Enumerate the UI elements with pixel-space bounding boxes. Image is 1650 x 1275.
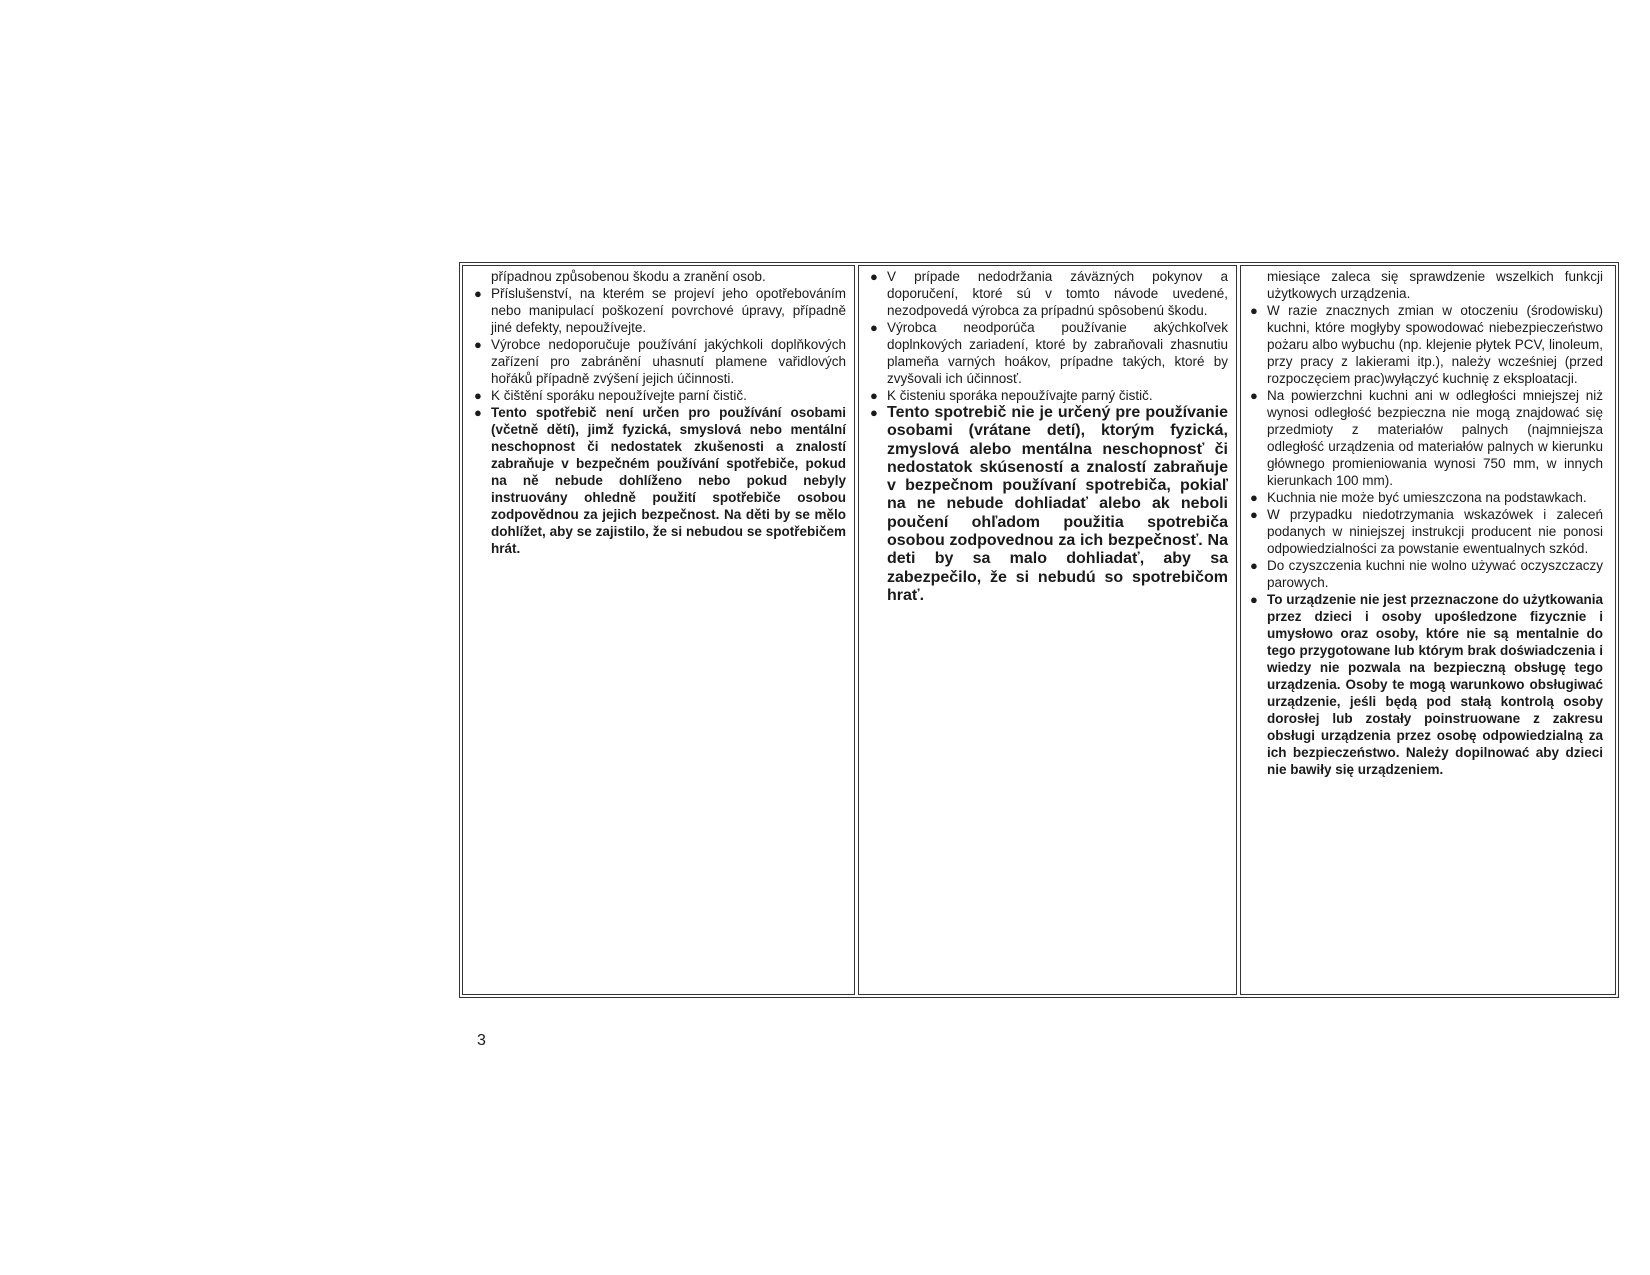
safety-instructions-table	[459, 262, 1619, 998]
bullet-icon: ●	[1250, 592, 1258, 607]
bullet-icon: ●	[1250, 558, 1258, 573]
list-item	[463, 404, 854, 557]
bullet-icon: ●	[1250, 388, 1258, 403]
list-item	[859, 268, 1236, 319]
bullet-icon: ●	[1250, 507, 1258, 522]
bullet-icon: ●	[474, 286, 482, 301]
list-item-text: Příslušenství, na kterém se projeví jeho opotřebováním nebo manipulací poškození povrchové úpravy, případně jiné defekty, nepoužívejte.	[491, 286, 846, 335]
list-item-text: Tento spotrebič nie je určený pre používanie osobami (vrátane detí), ktorým fyzická, zmyslová alebo mentálna neschopnosť či nedostatok skúseností a znalostí zabraňuje v bezpečnom používaní spotrebiča, pokiaľ na ne nebude dohliadať alebo ak neboli poučení ohľadom použitia spotrebiča osobou zodpovednou za ich bezpečnosť. Na deti by sa malo dohliadať, aby sa zabezpečilo, že si nebudú so spotrebičom hrať.	[887, 404, 1228, 604]
list-item-text: K čištění sporáku nepoužívejte parní čistič.	[491, 388, 747, 403]
bullet-icon: ●	[474, 337, 482, 352]
list-item	[1241, 489, 1615, 506]
polish-column	[1240, 265, 1616, 995]
list-item-text: W przypadku niedotrzymania wskazówek i zaleceń podanych w niniejszej instrukcji producent nie ponosi odpowiedzialności za powstanie ewentualnych szkód.	[1267, 507, 1603, 556]
list-item	[1241, 387, 1615, 489]
list-item	[463, 336, 854, 387]
list-item-text: W razie znacznych zmian w otoczeniu (środowisku) kuchni, które mogłyby spowodować niebezpieczeństwo pożaru albo wybuchu (np. klejenie płytek PCV, linoleum, przy pracy z lakierami itp.), należy wcześniej (przed rozpoczęciem prac)wyłączyć kuchnię z eksploatacji.	[1267, 303, 1603, 386]
bullet-icon: ●	[870, 269, 878, 284]
list-item	[1241, 268, 1615, 302]
list-item	[859, 387, 1236, 404]
list-item-text: Tento spotřebič není určen pro používání osobami (včetně dětí), jimž fyzická, smyslová nebo mentální neschopnost či nedostatek zkušenosti a znalostí zabraňuje v bezpečném používání spotřebiče, pokud na ně nebude dohlíženo nebo pokud nebyly instruovány ohledně použití spotřebiče osobou zodpovědnou za jejich bezpečnost. Na děti by se mělo dohlížet, aby se zajistilo, že si nebudou se spotřebičem hrát.	[491, 405, 846, 556]
list-item	[1241, 302, 1615, 387]
bullet-icon: ●	[870, 320, 878, 335]
list-item	[859, 319, 1236, 387]
bullet-icon: ●	[870, 388, 878, 403]
list-item-text: To urządzenie nie jest przeznaczone do użytkowania przez dzieci i osoby upośledzone fizycznie i umysłowo oraz osoby, które nie są mentalnie do tego przygotowane lub którym brak doświadczenia i wiedzy nie pozwala na bezpieczną obsługę tego urządzenia. Osoby te mogą warunkowo obsługiwać urządzenie, jeśli będą pod stałą kontrolą osoby dorosłej lub zostały poinstruowane z zakresu obsługi urządzenia przez osobę odpowiedzialną za ich bezpieczeństwo. Należy dopilnować aby dzieci nie bawiły się urządzeniem.	[1267, 592, 1603, 777]
list-item-text: K čisteniu sporáka nepoužívajte parný čistič.	[887, 388, 1153, 403]
list-item-text: Kuchnia nie może być umieszczona na podstawkach.	[1267, 490, 1587, 505]
list-item	[463, 268, 854, 285]
bullet-icon: ●	[474, 405, 482, 420]
slovak-bullet-list	[859, 268, 1236, 605]
bullet-icon: ●	[1250, 490, 1258, 505]
list-item	[463, 285, 854, 336]
list-item-text: Do czyszczenia kuchni nie wolno używać oczyszczaczy parowych.	[1267, 558, 1603, 590]
list-item	[1241, 591, 1615, 778]
list-item-text: Výrobca neodporúča používanie akýchkoľvek doplnkových zariadení, ktoré by zabraňovali zhasnutiu plameňa varných hoákov, prípadne takých, ktoré by zvyšovali ich účinnosť.	[887, 320, 1228, 386]
list-item-text: V prípade nedodržania záväzných pokynov a doporučení, ktoré sú v tomto návode uvedené, nezodpovedá výrobca za prípadnú spôsobenú škodu.	[887, 269, 1228, 318]
czech-column	[462, 265, 855, 995]
bullet-icon: ●	[870, 405, 878, 420]
list-item	[463, 387, 854, 404]
bullet-icon: ●	[474, 388, 482, 403]
list-item	[1241, 557, 1615, 591]
czech-bullet-list	[463, 268, 854, 557]
list-item-text: případnou způsobenou škodu a zranění osob.	[491, 269, 766, 284]
list-item-text: Na powierzchni kuchni ani w odległości mniejszej niż wynosi odległość bezpieczna nie mogą znajdować się przedmioty z materiałów palnych (najmniejsza odległość urządzenia od materiałów palnych w kierunku głównego promieniowania wynosi 750 mm, w innych kierunkach 100 mm).	[1267, 388, 1603, 488]
list-item	[1241, 506, 1615, 557]
slovak-column	[858, 265, 1237, 995]
bullet-icon: ●	[1250, 303, 1258, 318]
polish-bullet-list	[1241, 268, 1615, 778]
list-item-text: Výrobce nedoporučuje používání jakýchkoli doplňkových zařízení pro zabránění uhasnutí plamene vařidlových hořáků případně zvýšení jejich účinnosti.	[491, 337, 846, 386]
list-item-text: miesiące zaleca się sprawdzenie wszelkich funkcji użytkowych urządzenia.	[1267, 269, 1603, 301]
page-number: 3	[477, 1032, 486, 1049]
list-item	[859, 404, 1236, 605]
